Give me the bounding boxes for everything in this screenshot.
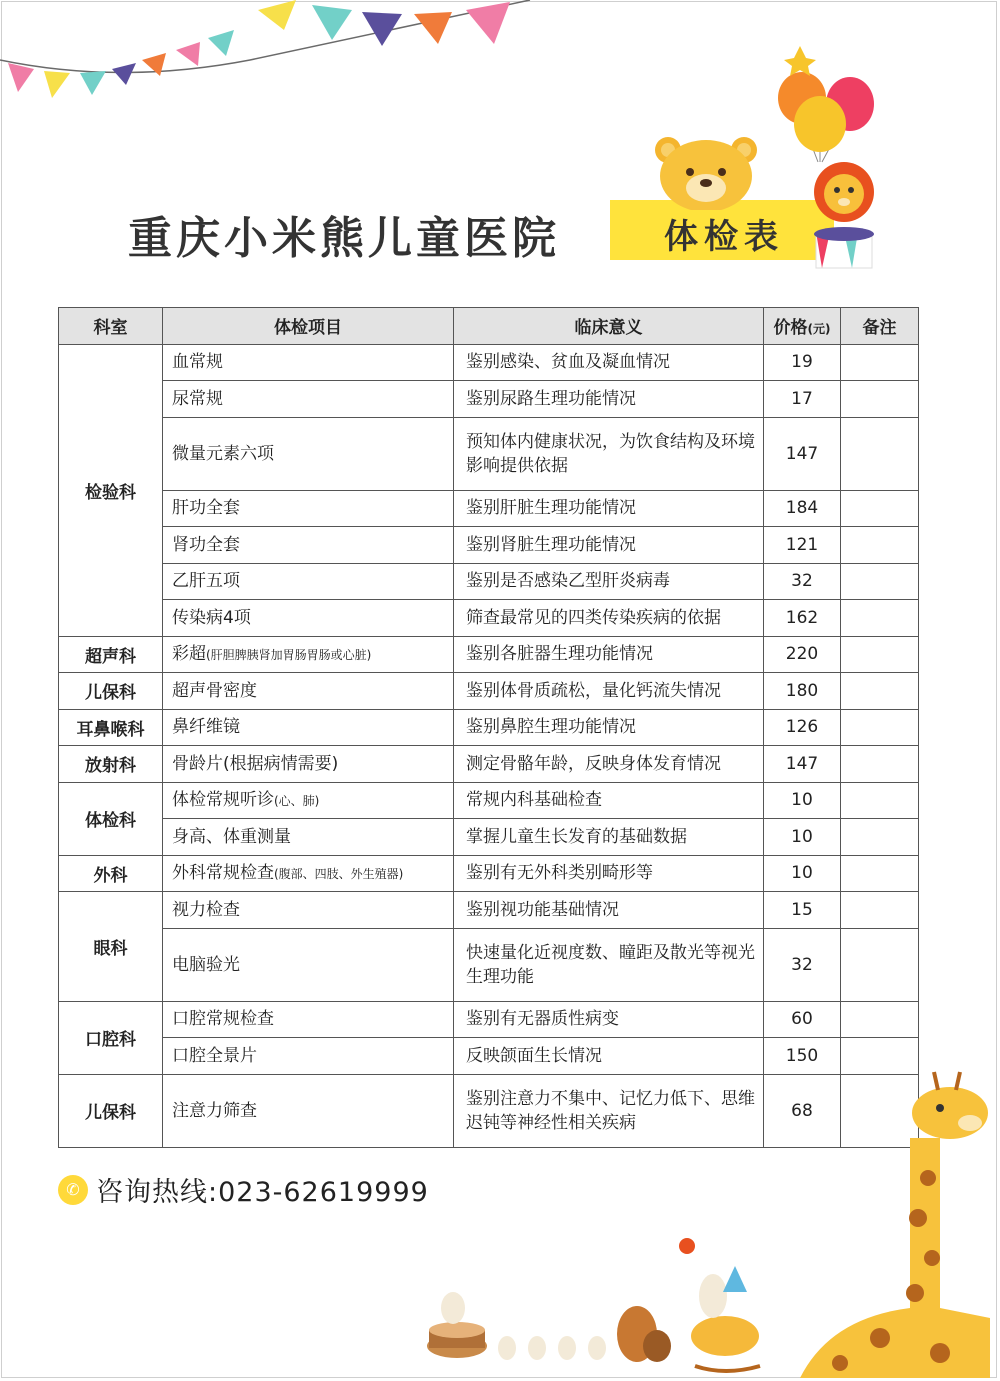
price-cell: 32 — [764, 563, 841, 600]
bear-mascot-icon — [650, 128, 762, 210]
meaning-cell: 鉴别有无外科类别畸形等 — [454, 855, 764, 892]
price-cell: 180 — [764, 673, 841, 710]
table-row — [59, 855, 919, 892]
meaning-cell: 测定骨骼年龄，反映身体发育情况 — [454, 746, 764, 783]
meaning-cell: 筛查最常见的四类传染疾病的依据 — [454, 600, 764, 637]
remark-cell — [841, 381, 919, 418]
meaning-cell: 预知体内健康状况，为饮食结构及环境影响提供依据 — [454, 417, 764, 490]
remark-cell — [841, 855, 919, 892]
meaning-cell: 鉴别感染、贫血及凝血情况 — [454, 344, 764, 381]
price-cell: 121 — [764, 527, 841, 564]
table-row — [59, 928, 919, 1001]
price-cell: 68 — [764, 1074, 841, 1147]
price-cell: 150 — [764, 1038, 841, 1075]
header-price — [764, 308, 841, 345]
hotline — [58, 1170, 429, 1209]
item-note: (心、肺) — [274, 793, 320, 808]
meaning-cell: 鉴别肝脏生理功能情况 — [454, 490, 764, 527]
remark-cell — [841, 344, 919, 381]
price-cell: 17 — [764, 381, 841, 418]
table-row — [59, 527, 919, 564]
price-cell: 147 — [764, 746, 841, 783]
header-price-label: 价格 — [773, 318, 808, 339]
price-cell: 126 — [764, 709, 841, 746]
price-cell: 220 — [764, 636, 841, 673]
price-cell: 19 — [764, 344, 841, 381]
remark-cell — [841, 417, 919, 490]
item-cell: 口腔常规检查 — [163, 1001, 454, 1038]
item-cell: 口腔全景片 — [163, 1038, 454, 1075]
dept-cell: 外科 — [59, 855, 163, 892]
item-cell: 传染病4项 — [163, 600, 454, 637]
phone-icon: ✆ — [58, 1175, 88, 1205]
price-cell: 184 — [764, 490, 841, 527]
page-title: 重庆小米熊儿童医院 — [128, 213, 560, 264]
forest-animals-icon — [425, 1236, 785, 1376]
header-item: 体检项目 — [163, 308, 454, 345]
item-label: 体检常规听诊 — [172, 789, 274, 810]
badge-label: 体检表 — [664, 217, 784, 257]
remark-cell — [841, 563, 919, 600]
meaning-cell: 常规内科基础检查 — [454, 782, 764, 819]
table-row — [59, 1001, 919, 1038]
remark-cell — [841, 600, 919, 637]
meaning-cell: 鉴别鼻腔生理功能情况 — [454, 709, 764, 746]
dept-cell: 超声科 — [59, 636, 163, 673]
item-cell: 乙肝五项 — [163, 563, 454, 600]
dept-cell: 口腔科 — [59, 1001, 163, 1074]
exam-table-grid — [58, 307, 919, 1148]
price-cell: 15 — [764, 892, 841, 929]
meaning-cell: 鉴别各脏器生理功能情况 — [454, 636, 764, 673]
giraffe-icon — [790, 1068, 998, 1378]
table-row — [59, 600, 919, 637]
table-row — [59, 709, 919, 746]
meaning-cell: 反映颌面生长情况 — [454, 1038, 764, 1075]
remark-cell — [841, 636, 919, 673]
remark-cell — [841, 928, 919, 1001]
item-cell: 鼻纤维镜 — [163, 709, 454, 746]
price-cell: 10 — [764, 855, 841, 892]
price-cell: 60 — [764, 1001, 841, 1038]
table-row — [59, 381, 919, 418]
dept-cell: 儿保科 — [59, 1074, 163, 1147]
item-label: 彩超 — [172, 643, 206, 664]
item-cell — [163, 782, 454, 819]
table-row — [59, 563, 919, 600]
table-row — [59, 344, 919, 381]
balloons-icon — [760, 46, 885, 164]
meaning-cell: 鉴别体骨质疏松，量化钙流失情况 — [454, 673, 764, 710]
meaning-cell: 鉴别尿路生理功能情况 — [454, 381, 764, 418]
meaning-cell: 掌握儿童生长发育的基础数据 — [454, 819, 764, 856]
table-header-row — [59, 308, 919, 345]
meaning-cell: 快速量化近视度数、瞳距及散光等视光生理功能 — [454, 928, 764, 1001]
price-cell: 162 — [764, 600, 841, 637]
item-cell: 超声骨密度 — [163, 673, 454, 710]
remark-cell — [841, 746, 919, 783]
dept-cell: 眼科 — [59, 892, 163, 1002]
item-cell: 身高、体重测量 — [163, 819, 454, 856]
table-row — [59, 417, 919, 490]
meaning-cell: 鉴别有无器质性病变 — [454, 1001, 764, 1038]
dept-cell: 放射科 — [59, 746, 163, 783]
meaning-cell: 鉴别是否感染乙型肝炎病毒 — [454, 563, 764, 600]
hotline-text: 咨询热线:023-62619999 — [96, 1177, 429, 1208]
table-row — [59, 782, 919, 819]
header-price-unit: (元) — [807, 322, 831, 337]
price-cell: 10 — [764, 782, 841, 819]
table-row — [59, 892, 919, 929]
table-row — [59, 490, 919, 527]
remark-cell — [841, 709, 919, 746]
dept-cell: 儿保科 — [59, 673, 163, 710]
item-cell: 电脑验光 — [163, 928, 454, 1001]
meaning-cell: 鉴别肾脏生理功能情况 — [454, 527, 764, 564]
item-cell — [163, 855, 454, 892]
meaning-cell: 鉴别视功能基础情况 — [454, 892, 764, 929]
remark-cell — [841, 892, 919, 929]
table-row — [59, 819, 919, 856]
dept-cell: 检验科 — [59, 344, 163, 636]
bunting-flags-icon — [0, 0, 540, 110]
table-row — [59, 636, 919, 673]
item-note: (肝胆脾胰肾加胃肠胃肠或心脏) — [206, 647, 372, 662]
dept-cell: 体检科 — [59, 782, 163, 855]
table-row — [59, 746, 919, 783]
remark-cell — [841, 527, 919, 564]
meaning-cell: 鉴别注意力不集中、记忆力低下、思维迟钝等神经性相关疾病 — [454, 1074, 764, 1147]
price-cell: 10 — [764, 819, 841, 856]
price-cell: 32 — [764, 928, 841, 1001]
dept-cell: 耳鼻喉科 — [59, 709, 163, 746]
remark-cell — [841, 1001, 919, 1038]
item-cell: 血常规 — [163, 344, 454, 381]
lion-icon — [808, 150, 880, 270]
item-cell: 骨龄片(根据病情需要) — [163, 746, 454, 783]
item-cell: 尿常规 — [163, 381, 454, 418]
remark-cell — [841, 819, 919, 856]
item-cell: 注意力筛查 — [163, 1074, 454, 1147]
remark-cell — [841, 673, 919, 710]
item-cell: 视力检查 — [163, 892, 454, 929]
item-cell: 微量元素六项 — [163, 417, 454, 490]
item-cell: 肾功全套 — [163, 527, 454, 564]
item-cell: 肝功全套 — [163, 490, 454, 527]
header-remark: 备注 — [841, 308, 919, 345]
table-row — [59, 673, 919, 710]
item-label: 外科常规检查 — [172, 862, 274, 883]
item-note: (腹部、四肢、外生殖器) — [274, 866, 404, 881]
price-cell: 147 — [764, 417, 841, 490]
item-cell — [163, 636, 454, 673]
header-dept: 科室 — [59, 308, 163, 345]
remark-cell — [841, 490, 919, 527]
exam-table — [58, 307, 919, 1148]
header-meaning: 临床意义 — [454, 308, 764, 345]
remark-cell — [841, 782, 919, 819]
